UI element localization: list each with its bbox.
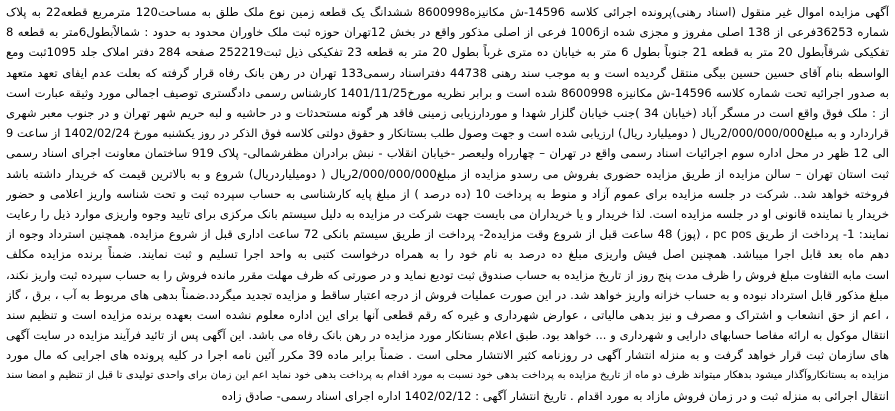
notice-line: خریدار یا نماینده قانونی او در جلسه مزایده است. لذا خریدار و یا خریداران می بایست جهت شرکت در مزایده به دلیل سیستم بانک مرکزی برای تایید وجوه واریزی موارد ذیل را رعایت: [6, 207, 889, 222]
notice-line: الواسطه بنام آقای حسین حسین بیگی منتقل گردیده است و به موجب سند رهنی 44738 دفتراسناد رسمی133 تهران در رهن بانک رفاه قرار گرفته که بعلت عدم ایفای تعهد متعهد: [6, 65, 889, 80]
notice-line: دهم ماه بعد قابل اجرا میباشد. همچنین اصل فیش واریزی مبلغ ده درصد به نام خود را به همراه درخواست کتبی به واحد اجرا تسلیم و ثبت نمایند. ضمناً برنده مزایده مکلف: [6, 247, 889, 262]
notice-line: است مابه التفاوت مبلغ فروش را ظرف مدت پنج روز از تاریخ مزایده به حساب صندوق ثبت تودیع نماید و در صورتی که ظرف مهلت مقرر مانده فروش را به حساب سپرده ثبت واریز نکند،: [6, 267, 889, 282]
notice-line: انتقال موکول به ارائه مفاصا حسابهای دارایی و شهرداری و ... خواهد بود. طبق اعلام بستانکار مورد مزایده در رهن بانک رفاه می باشد. این آگهی پس از تائید فرآیند مزایده در سایت آگهی: [6, 328, 889, 343]
notice-line: مزایده به بستانکاروآگذار میشود بدهکار میتواند ظرف دو ماه از تاریخ مزایده به پرداخت بدهی خود نسبت به مورد اقدام به پرداخت بدهی خود نماید اعم این زمان برای واحدی تولیدی تا قبل از تنظیم و امضا سند: [6, 369, 889, 381]
notice-line: نمایند: 1- پرداخت از طریق pc pos ، (پوز) 48 ساعت قبل از شروع وقت مزایده2- پرداخت از طریق سیستم بانکی 72 ساعت اداری قبل از شروع مزایده. همچنین استرداد وجوه از: [6, 227, 889, 242]
notice-line: به صدور اجرائیه تحت شماره کلاسه 14596-ش مکانیزه 8600998 شده است و برابر نظریه مورخ1401/11/25 کارشناس رسمی دادگستری توصیف اجمالی مورد وثیقه عبارت است: [6, 85, 889, 100]
notice-line: فروخته خواهد شد.. شرکت در جلسه مزایده برای عموم آزاد و منوط به پرداخت 10 (ده درصد ) از مبلغ پایه کارشناسی به حساب سپرده ثبت و تحت شناسه واریز اعلامی و حضور: [6, 186, 889, 201]
notice-line: از : ملک فوق واقع است در مسگر آباد (خیابان 34 )جنب خیابان گلزار شهدا و موردارزیابی زمینی فاقد هر گونه مستحدثات و در حاشیه و لبه حریم شهر تهران و در جنوب معبر شهری: [6, 106, 889, 121]
notice-line: تفکیکی شرقاًبطول 20 متر به قطعه 21 جنوباً بطول 6 متر به خیابان ده متری غرباً بطول 20 متر به قطعه 23 تفکیکی ذیل ثبت252219 صفحه 284 دفتر املاک جلد 1095ثبت ومع: [6, 45, 889, 60]
notice-line: آگهی مزایده اموال غیر منقول (اسناد رهنی)پرونده اجرائی کلاسه 14596-ش مکانیزه8600998 ششدانگ یک قطعه زمین نوع ملک طلق به مساحت120 مترمربع قطعه22 به پلاک: [6, 5, 889, 19]
notice-line: مبلغ مذکور قابل استرداد نبوده و به حساب خزانه واریز خواهد شد. در این صورت عملیات فروش از درجه اعتبار ساقط و مزایده تجدید میگردد.ضمناً بدهی های مربوط به آب ، برق ، گاز: [6, 287, 889, 302]
notice-line: انتقال اجرائی به منزله ثبت و در زمان فروش مازاد به مورد اقدام . تاریخ انتشار آگهی : 1402/02/12 اداره اجرای اسناد رسمی- صادق زاده: [221, 388, 889, 403]
notice-line: های سازمان ثبت قرار خواهد گرفت و به منزله انتشار آگهی در روزنامه کثیر الانتشار محلی است . ضمناً برابر ماده 39 مکرر آئین نامه اجرا در کلیه پرونده های اجرایی که مال مورد: [6, 348, 889, 363]
notice-line: الی 12 ظهر در محل اداره سوم اجرائیات اسناد رسمی واقع در تهران – چهارراه ولیعصر -خیابان انقلاب - نبش برادران مظفرشمالی- پلاک 919 ساختمان معاونت اجرای اسناد رسمی: [6, 146, 889, 161]
notice-line: شماره 36253فرعی از 138 اصلی مفروز و مجزی شده از1006 فرعی از اصلی مذکور واقع در بخش 12تهران حوزه ثبت ملک خاوران محدود به حدود : شمالاًبطول6متر به قطعه 8: [6, 25, 889, 40]
notice-line: قراردارد و به مبلغ2/000/000/000ریال ( دومیلیارد ریال) ارزیابی شده است و جهت وصول طلب بستانکار و حقوق دولتی کلاسه فوق الذکر در روز یکشنبه مورخ 1402/02/24 از ساعت 9: [6, 126, 889, 141]
notice-line: ثبت استان تهران – سالن مزایده از طریق مزایده حضوری بفروش می رسدو مزایده از مبلغ2/000/000/000ریال ( دومیلیاردریال) شروع و به بالاترین قیمت که خریدار داشته باشد: [6, 166, 889, 181]
notice-line: ، اعم از حق انشعاب و اشتراک و مصرف و نیز بدهی مالیاتی ، عوارض شهرداری و غیره که رقم قطعی آنها برای این اداره معلوم نشده است بعهده برنده مزایده است و تنظیم سند: [6, 308, 889, 323]
